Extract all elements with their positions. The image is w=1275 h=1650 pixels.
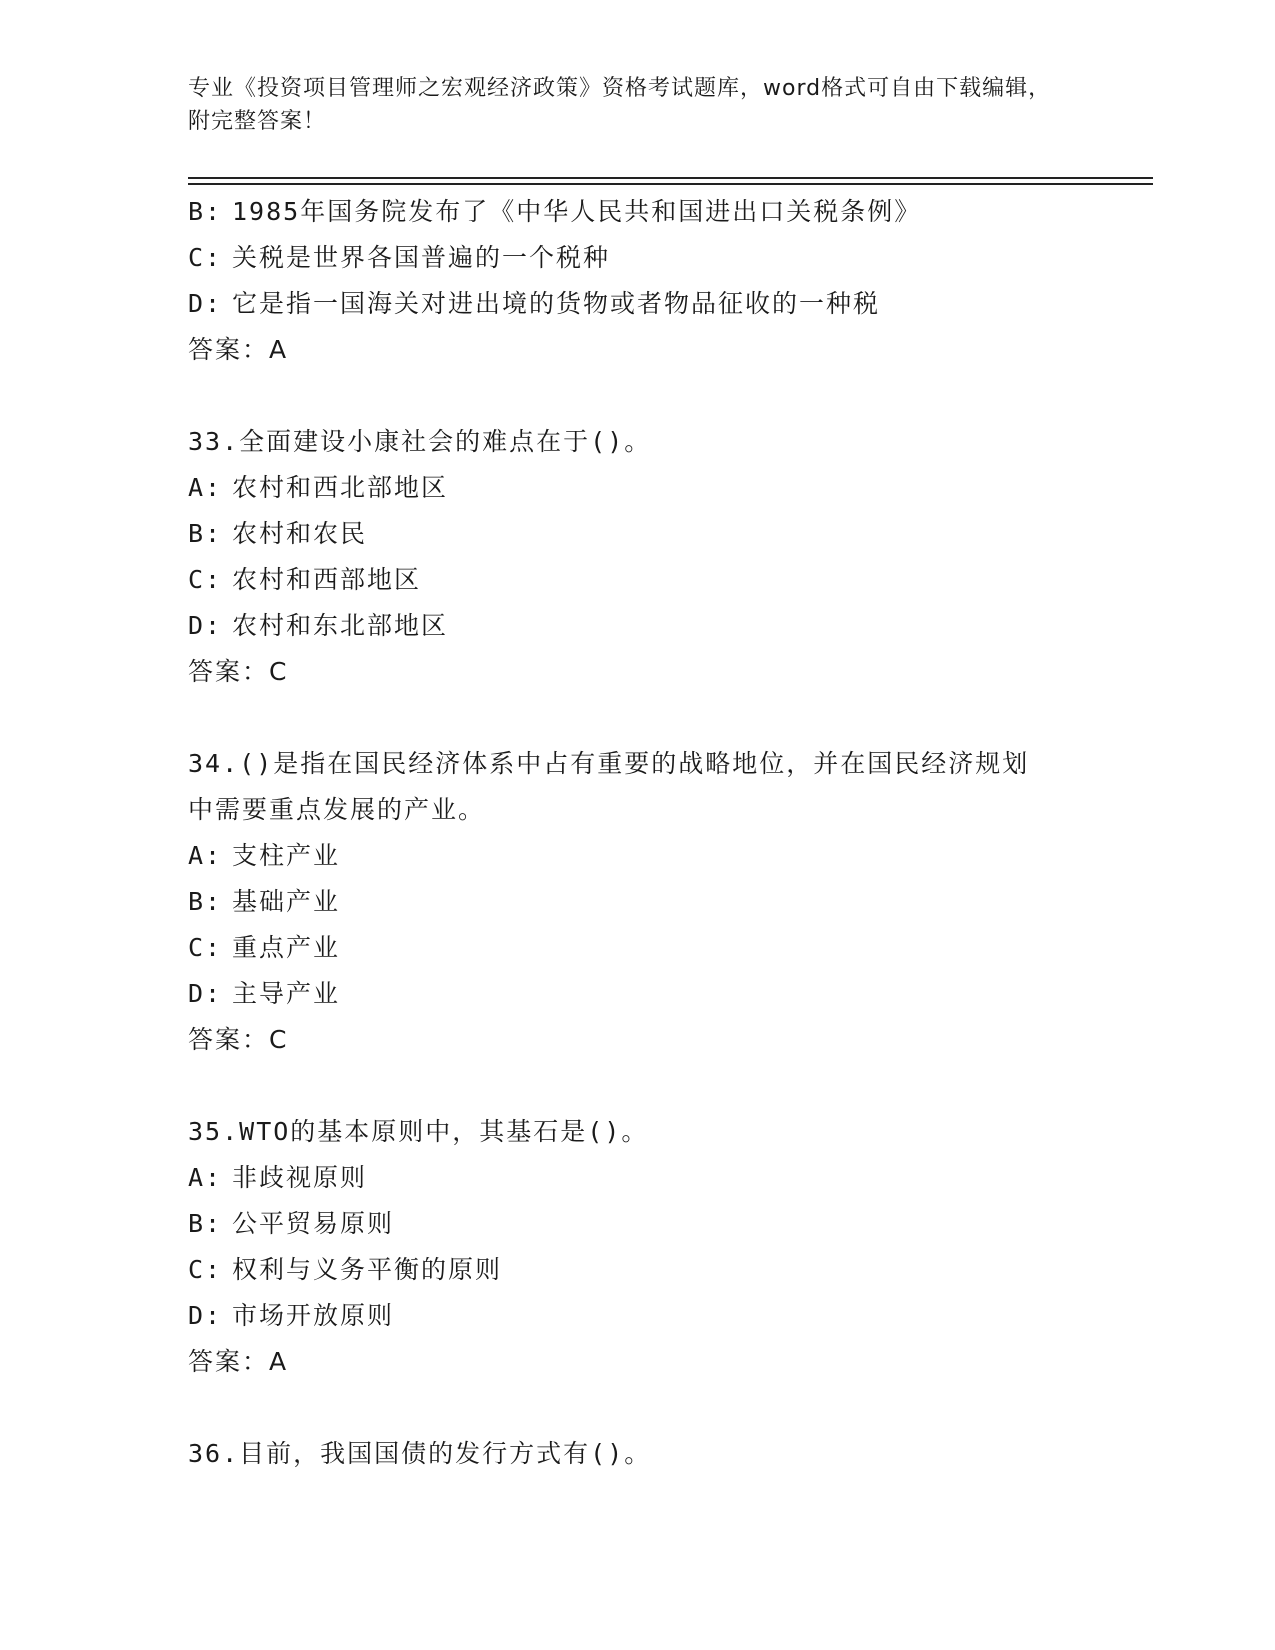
question-block-36 [188,1431,1088,1477]
option-d [188,971,1088,1017]
question-block-32 [188,189,1088,373]
spacer [188,1385,1088,1431]
question-block-35 [188,1109,1088,1385]
option-label: B: [188,519,223,548]
spacer [188,373,1088,419]
option-a [188,465,1088,511]
spacer [188,1063,1088,1109]
question-text: 33.全面建设小康社会的难点在于()。 [188,427,652,456]
option-text: 重点产业 [232,933,341,962]
option-label: B: [188,1209,223,1238]
option-label: C: [188,933,223,962]
option-b [188,879,1088,925]
option-text: 非歧视原则 [232,1163,368,1192]
header-divider-bottom [188,183,1153,185]
option-label: A: [188,473,223,502]
option-label: C: [188,565,223,594]
option-label: A: [188,841,223,870]
answer-line: 答案：C [188,657,289,686]
option-text: 农村和农民 [232,519,368,548]
option-b [188,511,1088,557]
question-text: 34.()是指在国民经济体系中占有重要的战略地位，并在国民经济规划 [188,749,1030,778]
option-text: 农村和西北部地区 [232,473,449,502]
option-c [188,235,1088,281]
option-label: C: [188,1255,223,1284]
option-a [188,1155,1088,1201]
option-label: A: [188,1163,223,1192]
question-block-34 [188,741,1088,1063]
option-text: 1985年国务院发布了《中华人民共和国进出口关税条例》 [232,197,922,226]
option-label: C: [188,243,223,272]
option-b [188,189,1088,235]
spacer [188,695,1088,741]
option-label: D: [188,979,223,1008]
option-text: 它是指一国海关对进出境的货物或者物品征收的一种税 [232,289,881,318]
option-text: 主导产业 [232,979,341,1008]
option-label: D: [188,611,223,640]
answer-line: 答案：A [188,1347,289,1376]
option-c [188,1247,1088,1293]
document-header: 专业《投资项目管理师之宏观经济政策》资格考试题库，word格式可自由下载编辑，附完整答案！ [188,76,1052,134]
answer-line: 答案：C [188,1025,289,1054]
option-c [188,557,1088,603]
option-d [188,1293,1088,1339]
option-c [188,925,1088,971]
question-list [188,189,1088,1477]
option-text: 农村和东北部地区 [232,611,449,640]
option-label: D: [188,1301,223,1330]
question-text-continued: 中需要重点发展的产业。 [188,795,486,824]
question-block-33 [188,419,1088,695]
question-text: 36.目前，我国国债的发行方式有()。 [188,1439,652,1468]
option-text: 公平贸易原则 [232,1209,395,1238]
option-text: 基础产业 [232,887,341,916]
question-text: 35.WTO的基本原则中，其基石是()。 [188,1117,649,1146]
option-text: 权利与义务平衡的原则 [232,1255,503,1284]
option-label: B: [188,197,223,226]
option-a [188,833,1088,879]
option-text: 关税是世界各国普遍的一个税种 [232,243,611,272]
option-text: 市场开放原则 [232,1301,395,1330]
option-label: D: [188,289,223,318]
option-text: 支柱产业 [232,841,341,870]
answer-line: 答案：A [188,335,289,364]
option-b [188,1201,1088,1247]
option-d [188,603,1088,649]
option-d [188,281,1088,327]
option-label: B: [188,887,223,916]
option-text: 农村和西部地区 [232,565,422,594]
header-divider-top [188,177,1153,179]
